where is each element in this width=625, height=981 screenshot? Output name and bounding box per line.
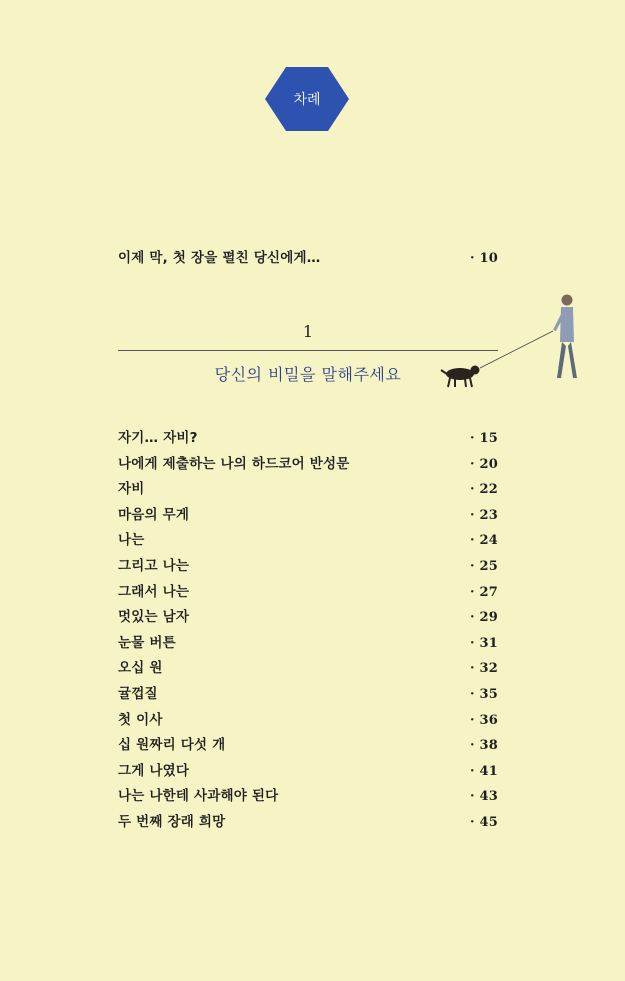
toc-entry-title: 멋있는 남자 [118, 609, 190, 626]
toc-entry-page: · 29 [470, 610, 498, 626]
toc-entry-title: 자비 [118, 481, 145, 498]
contents-badge [264, 66, 350, 132]
intro-title: 이제 막, 첫 장을 펼친 당신에게… [118, 250, 321, 266]
toc-entry [118, 656, 498, 676]
man-walking-dog-illustration [435, 290, 585, 400]
toc-entry [118, 631, 498, 651]
toc-entry [118, 580, 498, 600]
intro-page: · 10 [470, 251, 498, 266]
toc-entry [118, 554, 498, 574]
toc-entry-title: 나는 나한테 사과해야 된다 [118, 788, 279, 805]
toc-entry-page: · 20 [470, 456, 498, 472]
toc-entry-page: · 15 [470, 431, 498, 446]
toc-entry-page: · 27 [470, 584, 498, 600]
contents-heading: 차례 [293, 92, 321, 108]
toc-entry-title: 귤껍질 [118, 686, 158, 702]
toc-entry-title: 그래서 나는 [118, 583, 190, 600]
part-number: 1 [302, 322, 314, 341]
toc-entry [118, 784, 498, 804]
toc-entry [118, 682, 498, 702]
toc-entry-title: 첫 이사 [118, 711, 163, 728]
toc-entry-page: · 32 [470, 661, 498, 677]
toc-entry-title: 두 번째 장래 희망 [118, 814, 226, 830]
toc-entry [118, 759, 498, 779]
toc-entry-title: 십 원짜리 다섯 개 [118, 737, 226, 754]
toc-entry [118, 708, 498, 728]
toc-entry-title: 마음의 무게 [118, 506, 190, 523]
toc-entry [118, 477, 498, 497]
toc-entry-page: · 22 [470, 482, 498, 498]
toc-entry-page: · 38 [470, 738, 498, 754]
toc-entry-title: 자기… 자비? [118, 430, 198, 446]
toc-entry-page: · 23 [470, 507, 498, 523]
toc-entry [118, 452, 498, 472]
toc-entry-page: · 25 [470, 559, 498, 574]
toc-entry-title: 눈물 버튼 [118, 634, 176, 651]
toc-entry-page: · 31 [470, 635, 498, 651]
toc-entry-page: · 43 [470, 789, 498, 805]
toc-entry-page: · 35 [470, 687, 498, 702]
intro-entry [118, 246, 498, 266]
toc-entry-title: 그리고 나는 [118, 558, 190, 574]
toc-entry [118, 733, 498, 753]
toc-entry-title: 그게 나였다 [118, 762, 190, 779]
toc-entry [118, 426, 498, 446]
toc-entry [118, 528, 498, 548]
toc-entry [118, 503, 498, 523]
toc-entry [118, 605, 498, 625]
toc-entry-page: · 45 [470, 815, 498, 830]
toc-entry-title: 나에게 제출하는 나의 하드코어 반성문 [118, 455, 350, 472]
toc-entry [118, 810, 498, 830]
toc-entry-title: 나는 [118, 532, 145, 549]
toc-entry-title: 오십 원 [118, 660, 163, 677]
toc-entry-page: · 41 [470, 763, 498, 779]
toc-entry-page: · 36 [470, 712, 498, 728]
part-title: 당신의 비밀을 말해주세요 [214, 365, 402, 384]
toc-entry-page: · 24 [470, 533, 498, 549]
